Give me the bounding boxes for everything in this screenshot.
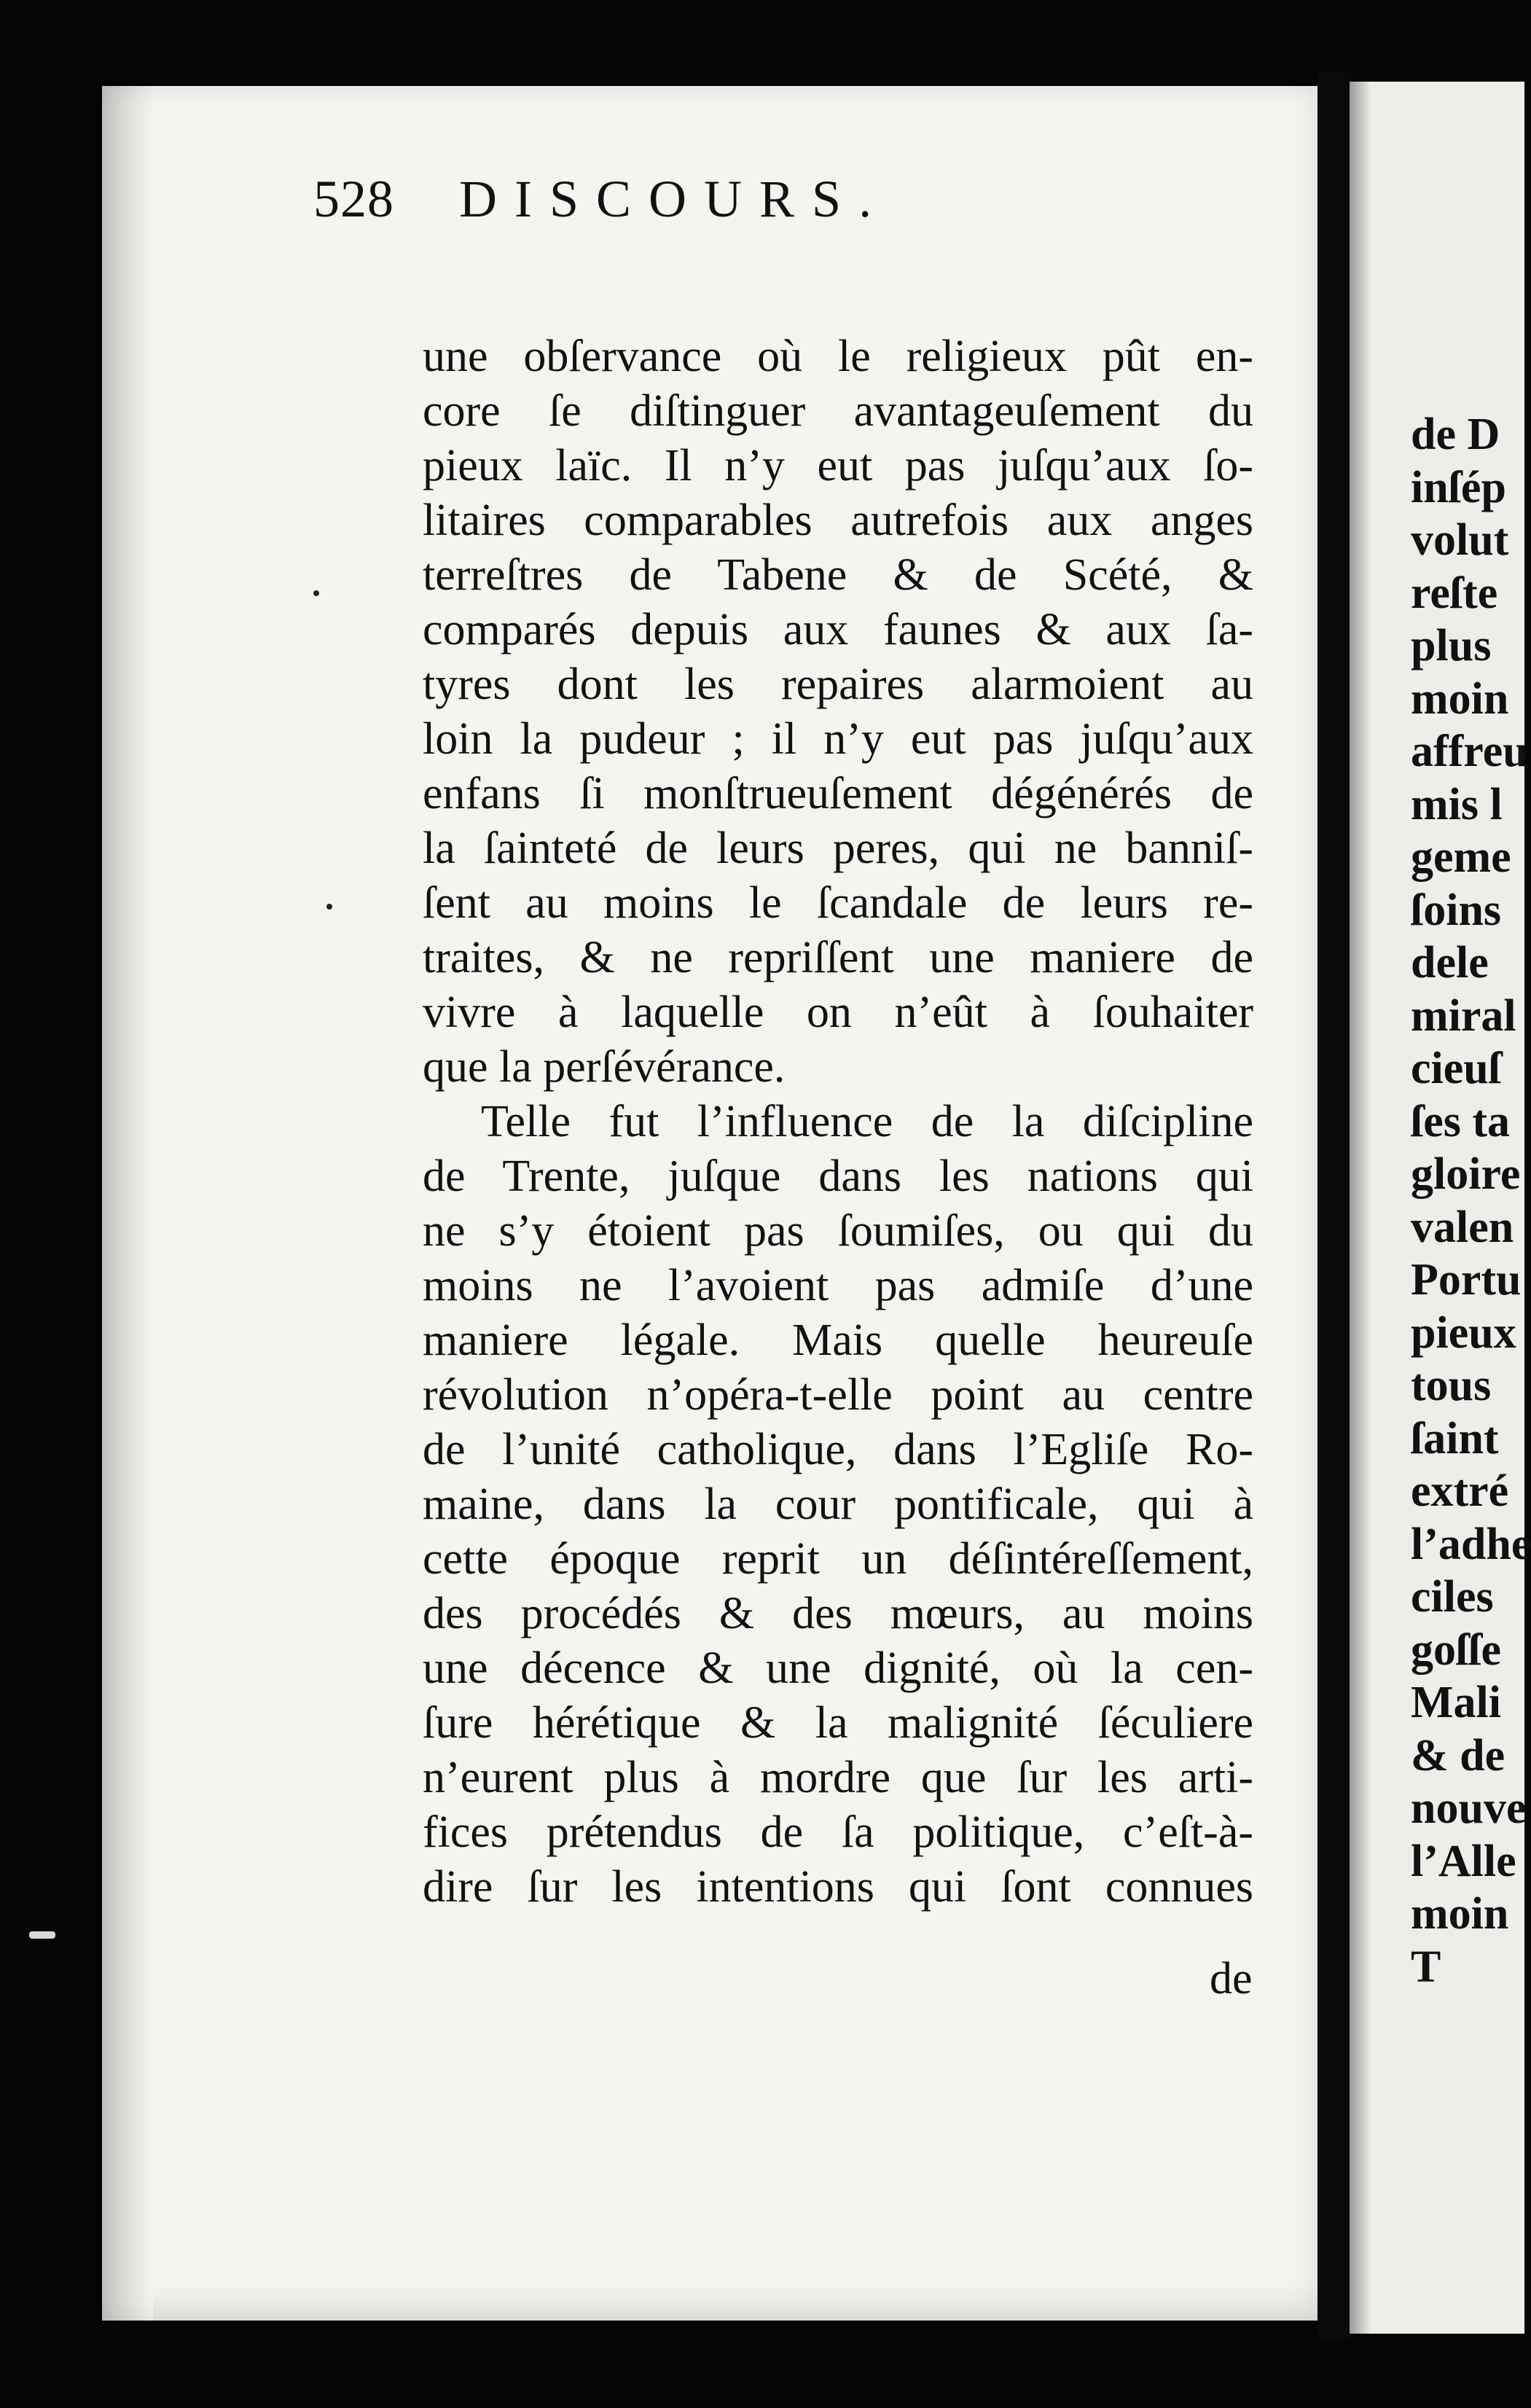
right-text-line: Mali — [1411, 1678, 1501, 1727]
text-line: une obſervance où le religieux pût en- — [423, 332, 1253, 381]
text-line: que la perſévérance. — [423, 1042, 786, 1092]
text-line: maine, dans la cour pontificale, qui à — [423, 1479, 1253, 1529]
text-line: ſent au moins le ſcandale de leurs re- — [423, 878, 1253, 928]
right-text-line: affreu — [1411, 727, 1528, 776]
right-page-fragment — [1350, 82, 1531, 2334]
ink-speck — [326, 904, 332, 910]
book-gutter — [1317, 73, 1351, 2339]
right-text-line: geme — [1411, 832, 1511, 882]
right-text-line: mis l — [1411, 779, 1503, 829]
ink-speck — [313, 590, 319, 596]
right-text-line: ſoins — [1411, 885, 1502, 935]
right-text-line: inſép — [1411, 462, 1506, 512]
text-line: cette époque reprit un déſintéreſſement, — [423, 1534, 1253, 1584]
right-text-line: extré — [1411, 1466, 1509, 1516]
right-text-line: l’adhe — [1411, 1519, 1531, 1569]
right-text-line: gloire — [1411, 1149, 1521, 1199]
right-text-line: ſes ta — [1411, 1096, 1511, 1146]
text-line: maniere légale. Mais quelle heureuſe — [423, 1316, 1253, 1365]
page-number: 528 — [313, 170, 394, 228]
text-line: ſure hérétique & la malignité ſéculiere — [423, 1698, 1253, 1748]
text-line: pieux laïc. Il n’y eut pas juſqu’aux ſo- — [423, 441, 1253, 490]
right-text-line: pieux — [1411, 1307, 1516, 1358]
text-line: la ſainteté de leurs peres, qui ne banniſ- — [423, 824, 1253, 873]
body-text — [423, 329, 1253, 1915]
right-text-line: volut — [1411, 515, 1509, 565]
text-line: litaires comparables autrefois aux anges — [423, 496, 1253, 545]
right-text-line: & de — [1411, 1730, 1505, 1780]
text-line: vivre à laquelle on n’eût à ſouhaiter — [423, 988, 1253, 1037]
text-line: moins ne l’avoient pas admiſe d’une — [423, 1261, 1253, 1310]
right-text-line: plus — [1411, 621, 1492, 671]
right-text-line: moin — [1411, 1889, 1509, 1939]
right-text-line: reſte — [1411, 568, 1498, 618]
right-text-line: ſaint — [1411, 1413, 1499, 1463]
right-text-line: Portu — [1411, 1255, 1522, 1305]
right-page-text — [1411, 408, 1531, 1993]
catchword: de — [1210, 1954, 1253, 2004]
text-line: des procédés & des mœurs, au moins — [423, 1589, 1253, 1638]
page-header — [313, 169, 1261, 257]
running-head: DISCOURS. — [459, 170, 890, 228]
text-line: une décence & une dignité, où la cen- — [423, 1643, 1253, 1693]
right-text-line: dele — [1411, 938, 1489, 988]
right-text-line: valen — [1411, 1202, 1514, 1252]
text-line: traites, & ne repriſſent une maniere de — [423, 933, 1253, 982]
right-text-line: tous — [1411, 1361, 1492, 1410]
text-line: tyres dont les repaires alarmoient au — [423, 660, 1253, 709]
text-line: n’eurent plus à mordre que ſur les arti- — [423, 1753, 1253, 1802]
right-text-line: nouve — [1411, 1783, 1527, 1833]
right-text-line: T — [1411, 1942, 1441, 1992]
right-text-line: goſſe — [1411, 1625, 1501, 1675]
text-line: enfans ſi monſtrueuſement dégénérés de — [423, 769, 1253, 818]
right-text-line: miral — [1411, 990, 1516, 1041]
text-line: ne s’y étoient pas ſoumiſes, ou qui du — [423, 1206, 1253, 1256]
text-line: de Trente, juſque dans les nations qui — [423, 1152, 1253, 1201]
text-line: terreſtres de Tabene & de Scété, & — [423, 550, 1253, 600]
right-text-line: ciles — [1411, 1572, 1494, 1622]
text-line: dire ſur les intentions qui ſont connues — [423, 1862, 1253, 1912]
text-line: loin la pudeur ; il n’y eut pas juſqu’aux — [423, 714, 1253, 764]
right-text-line: moin — [1411, 673, 1509, 724]
text-line: fices prétendus de ſa politique, c’eſt-à- — [423, 1807, 1253, 1857]
text-line: de l’unité catholique, dans l’Egliſe Ro- — [423, 1425, 1253, 1474]
text-line: Telle fut l’influence de la diſcipline — [481, 1097, 1253, 1146]
text-line: core ſe diſtinguer avantageuſement du — [423, 386, 1253, 436]
right-text-line: l’Alle — [1411, 1836, 1516, 1886]
right-text-line: cieuſ — [1411, 1044, 1501, 1093]
text-line: comparés depuis aux faunes & aux ſa- — [423, 605, 1253, 654]
scan-artifact — [29, 1931, 55, 1939]
text-line: révolution n’opéra-t-elle point au centre — [423, 1370, 1253, 1420]
right-text-line: de D — [1411, 410, 1500, 459]
